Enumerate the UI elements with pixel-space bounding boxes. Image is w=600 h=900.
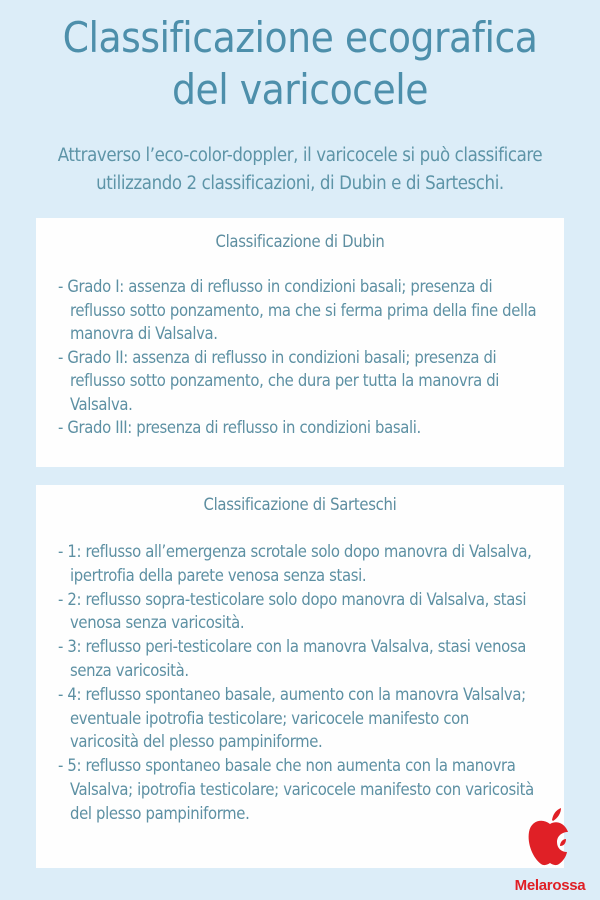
dubin-card	[36, 218, 564, 467]
intro-line-2: utilizzando 2 classificazioni, di Dubin e di Sarteschi.	[96, 173, 504, 194]
page-title	[0, 12, 600, 116]
sarteschi-card	[36, 485, 564, 868]
intro-text	[20, 142, 580, 198]
dubin-heading: Classificazione di Dubin	[215, 232, 385, 251]
logo-text: Melarossa	[514, 877, 586, 894]
title-line-2: del varicocele	[172, 65, 428, 114]
sarteschi-list	[36, 540, 564, 826]
dubin-item-grado-1: - Grado I: assenza di reflusso in condizioni basali; presenza di reflusso sotto ponzamento, ma che si ferma prima della fine della manovra di Valsalva.	[58, 277, 537, 343]
sarteschi-item-2: - 2: reflusso sopra-testicolare solo dopo manovra di Valsalva, stasi venosa senza varicosità.	[58, 589, 527, 633]
sarteschi-item-1: - 1: reflusso all’emergenza scrotale solo dopo manovra di Valsalva, ipertrofia della parete venosa senza stasi.	[58, 542, 532, 585]
dubin-item-grado-3: - Grado III: presenza di reflusso in condizioni basali.	[58, 418, 421, 437]
melarossa-logo	[505, 808, 595, 896]
sarteschi-item-3: - 3: reflusso peri-testicolare con la manovra Valsalva, stasi venosa senza varicosità.	[58, 637, 526, 680]
dubin-list	[36, 275, 564, 440]
sarteschi-heading: Classificazione di Sarteschi	[203, 495, 397, 514]
title-line-1: Classificazione ecografica	[62, 13, 538, 62]
sarteschi-item-4: - 4: reflusso spontaneo basale, aumento con la manovra Valsalva; eventuale ipotrofia testicolare; varicocele manifesto con varicosità del plesso pampiniforme.	[58, 684, 526, 752]
dubin-item-grado-2: - Grado II: assenza di reflusso in condizioni basali; presenza di reflusso sotto ponzamento, che dura per tutta la manovra di Valsalva.	[58, 347, 500, 414]
intro-line-1: Attraverso l’eco-color-doppler, il varicocele si può classificare	[57, 145, 543, 166]
apple-icon	[527, 808, 573, 870]
sarteschi-item-5: - 5: reflusso spontaneo basale che non aumenta con la manovra Valsalva; ipotrofia testicolare; varicocele manifesto con varicosità del plesso pampiniforme.	[58, 756, 534, 823]
